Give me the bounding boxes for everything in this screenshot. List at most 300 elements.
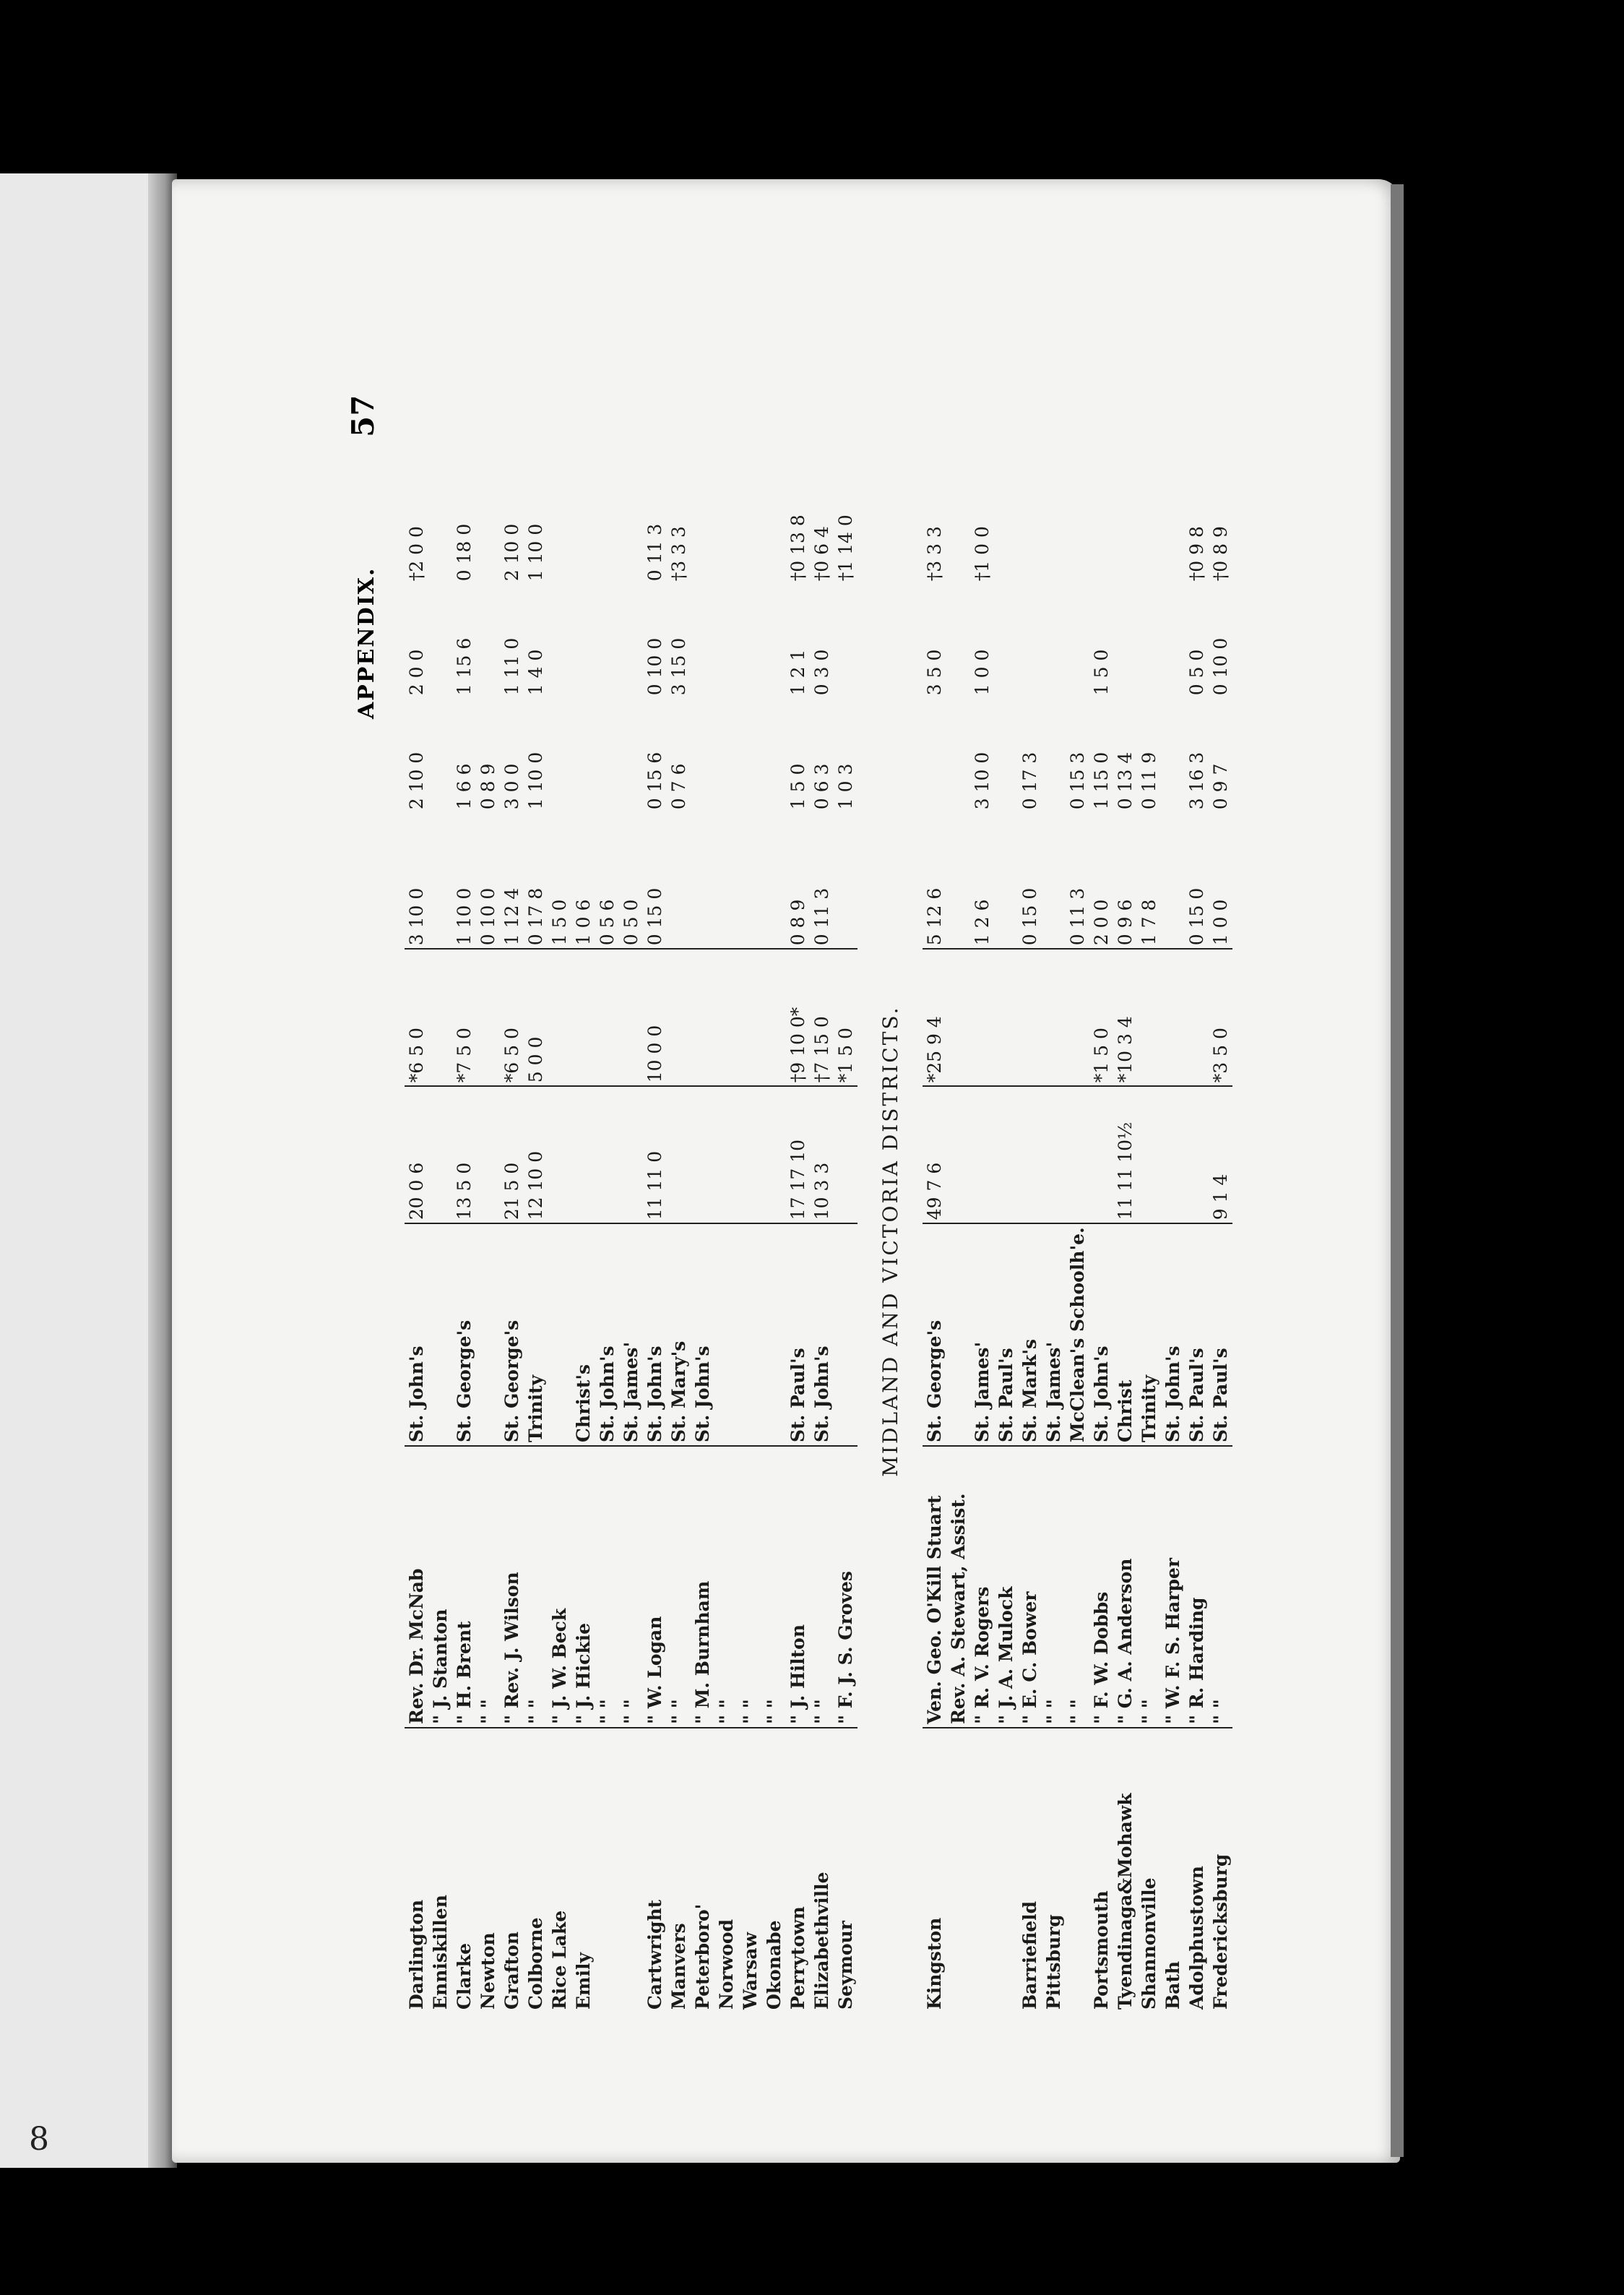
cell-church: St. George's: [500, 1223, 524, 1446]
cell-cler: Ven. Geo. O'Kill Stuart: [923, 1446, 946, 1728]
cell-c5: [571, 584, 595, 698]
cell-c5: [548, 584, 571, 698]
cell-c6: [714, 470, 738, 584]
cell-c5: 3 15 0: [668, 637, 689, 696]
cell-c6: †1 14 0: [835, 514, 856, 582]
cell-c5: [762, 584, 786, 698]
cell-c3: 3 10 0: [405, 812, 428, 949]
table-row: [1185, 470, 1209, 2012]
cell-c4: 1 15 0: [1091, 752, 1112, 810]
cell-c1: [428, 1086, 452, 1223]
table-row: [834, 470, 858, 2012]
cell-cler: " W. F. S. Harper: [1161, 1446, 1185, 1728]
page-number: 57: [345, 395, 381, 437]
cell-church: McClean's Schoolh'e.: [1066, 1223, 1089, 1446]
cell-c2: *6 5 0: [405, 949, 428, 1086]
cell-c3: 0 11 3: [1066, 812, 1089, 949]
cell-c2: [691, 949, 714, 1086]
cell-c5: 3 5 0: [924, 649, 945, 696]
table-row: [405, 470, 428, 2012]
cell-c1: 11 11 10½: [1113, 1086, 1137, 1223]
cell-c4: 0 17 3: [1019, 752, 1040, 810]
cell-c6: †1 0 0: [972, 526, 993, 582]
cell-c1: [1042, 1086, 1066, 1223]
cell-c4: [691, 698, 714, 812]
cell-c4: [738, 698, 762, 812]
cell-c5: [1161, 584, 1185, 698]
cell-c6: [1137, 470, 1161, 584]
cell-place: Shannonville: [1139, 1877, 1159, 2010]
table-row: [1137, 470, 1161, 2012]
cell-c6: †3 3 3: [668, 526, 689, 582]
cell-c5: [714, 584, 738, 698]
cell-c3: 0 5 6: [595, 812, 619, 949]
cell-c6: [1042, 470, 1066, 584]
cell-c4: 2 10 0: [406, 752, 427, 810]
cell-place: [595, 1728, 619, 2012]
cell-c2: [946, 949, 970, 1086]
cell-church: [548, 1223, 571, 1446]
cell-c2: [667, 949, 691, 1086]
cell-c6: 0 11 3: [644, 523, 665, 582]
cell-c5: [1018, 584, 1042, 698]
cell-c4: 0 15 6: [644, 752, 665, 810]
cell-cler: " J. Stanton: [428, 1446, 452, 1728]
cell-church: St. Paul's: [786, 1223, 810, 1446]
cell-place: Bath: [1162, 1960, 1183, 2010]
cell-c3: 1 12 4: [500, 812, 524, 949]
cell-c4: [548, 698, 571, 812]
cell-c6: [1089, 470, 1113, 584]
cell-c2: *7 5 0: [452, 949, 476, 1086]
cell-c2: [970, 949, 994, 1086]
cell-c3: 1 10 0: [452, 812, 476, 949]
cell-c6: [595, 470, 619, 584]
cell-c2: 10 0 0: [643, 949, 667, 1086]
cell-place: [946, 1728, 970, 2012]
cell-c2: *10 3 4: [1113, 949, 1137, 1086]
page-edge: [1391, 184, 1404, 2157]
cell-cler: " ": [667, 1446, 691, 1728]
cell-c1: 9 1 4: [1209, 1086, 1232, 1223]
cell-cler: " W. Logan: [643, 1446, 667, 1728]
cell-c2: [548, 949, 571, 1086]
cell-place: [994, 1728, 1018, 2012]
cell-c3: [946, 812, 970, 949]
table-row: [571, 470, 595, 2012]
cell-c5: 0 3 0: [811, 649, 832, 696]
cell-c2: [619, 949, 643, 1086]
cell-c2: *1 5 0: [834, 949, 858, 1086]
cell-c3: 0 5 0: [619, 812, 643, 949]
cell-c5: [1137, 584, 1161, 698]
cell-c4: [1161, 698, 1185, 812]
cell-church: Trinity: [524, 1223, 548, 1446]
cell-church: St. James': [1042, 1223, 1066, 1446]
cell-c2: [1137, 949, 1161, 1086]
cell-c5: [428, 584, 452, 698]
cell-c5: [738, 584, 762, 698]
cell-c5: [691, 584, 714, 698]
table-body-district-1: [405, 470, 858, 2012]
cell-c5: [476, 584, 500, 698]
cell-place: Newton: [478, 1932, 498, 2010]
cell-c2: [1042, 949, 1066, 1086]
cell-c2: †7 15 0: [810, 949, 834, 1086]
cell-c4: 0 7 6: [668, 763, 689, 810]
cell-c6: [994, 470, 1018, 584]
cell-place: Emily: [573, 1952, 594, 2010]
cell-c2: [738, 949, 762, 1086]
cell-c4: [994, 698, 1018, 812]
cell-c2: *6 5 0: [500, 949, 524, 1086]
cell-c1: [1018, 1086, 1042, 1223]
section-title: MIDLAND AND VICTORIA DISTRICTS.: [878, 1005, 902, 1477]
cell-c1: [714, 1086, 738, 1223]
cell-cler: " R. V. Rogers: [970, 1446, 994, 1728]
cell-c1: 13 5 0: [452, 1086, 476, 1223]
cell-c4: 3 10 0: [972, 752, 993, 810]
cell-place: [619, 1728, 643, 2012]
table-row: [691, 470, 714, 2012]
cell-c1: [970, 1086, 994, 1223]
cell-c3: 1 0 6: [571, 812, 595, 949]
cell-c1: 21 5 0: [500, 1086, 524, 1223]
cell-c5: 1 0 0: [972, 649, 993, 696]
cell-church: St. Paul's: [1209, 1223, 1232, 1446]
cell-c4: [714, 698, 738, 812]
cell-church: St. George's: [923, 1223, 946, 1446]
table-row: [428, 470, 452, 2012]
cell-c4: 0 6 3: [811, 763, 832, 810]
cell-c4: 1 6 6: [454, 763, 475, 810]
cell-c1: 49 7 6: [923, 1086, 946, 1223]
cell-c1: [667, 1086, 691, 1223]
cell-c4: 3 0 0: [501, 763, 522, 810]
table-row: [738, 470, 762, 2012]
cell-c4: [619, 698, 643, 812]
cell-c5: [595, 584, 619, 698]
appendix-table: [405, 470, 1232, 2012]
cell-c6: †0 8 9: [1210, 526, 1231, 582]
cell-place: Manvers: [668, 1923, 689, 2010]
cell-church: St. Mary's: [667, 1223, 691, 1446]
cell-c1: [1137, 1086, 1161, 1223]
cell-c2: [1161, 949, 1185, 1086]
cell-c3: 1 0 0: [1209, 812, 1232, 949]
table-row: [762, 470, 786, 2012]
cell-cler: " E. C. Bower: [1018, 1446, 1042, 1728]
cell-c5: 2 0 0: [406, 649, 427, 696]
section-title-row: [858, 470, 923, 2012]
cell-c2: [762, 949, 786, 1086]
cell-c1: [946, 1086, 970, 1223]
cell-c3: [834, 812, 858, 949]
cell-c4: 0 15 3: [1067, 752, 1088, 810]
cell-church: [738, 1223, 762, 1446]
table-row: [476, 470, 500, 2012]
cell-c2: [1018, 949, 1042, 1086]
cell-c3: 0 15 0: [1018, 812, 1042, 949]
cell-cler: " ": [738, 1446, 762, 1728]
cell-c4: [595, 698, 619, 812]
cell-c2: [1066, 949, 1089, 1086]
cell-cler: " J. A. Mulock: [994, 1446, 1018, 1728]
table-row: [714, 470, 738, 2012]
cell-place: Colborne: [525, 1917, 546, 2010]
table-row: [595, 470, 619, 2012]
table-row: [1209, 470, 1232, 2012]
cell-cler: " Rev. J. Wilson: [500, 1446, 524, 1728]
cell-church: St. John's: [595, 1223, 619, 1446]
cell-c5: 1 5 0: [1091, 649, 1112, 696]
cell-c1: [548, 1086, 571, 1223]
cell-cler: " ": [524, 1446, 548, 1728]
cell-c6: [619, 470, 643, 584]
cell-place: Grafton: [501, 1932, 522, 2010]
cell-c4: 0 8 9: [478, 763, 498, 810]
cell-c1: [595, 1086, 619, 1223]
cell-c6: †2 0 0: [406, 526, 427, 582]
cell-c1: 10 3 3: [810, 1086, 834, 1223]
table-row: [548, 470, 571, 2012]
cell-c3: [762, 812, 786, 949]
cell-c6: 2 10 0: [501, 523, 522, 582]
cell-place: Warsaw: [740, 1932, 761, 2010]
cell-c4: [428, 698, 452, 812]
cell-c4: [1042, 698, 1066, 812]
cell-c5: 1 4 0: [525, 649, 546, 696]
table-body-midland-victoria: [923, 470, 1232, 2012]
cell-cler: " ": [810, 1446, 834, 1728]
table-row: [923, 470, 946, 2012]
cell-c6: [571, 470, 595, 584]
table-row: [1018, 470, 1042, 2012]
cell-c3: 0 8 9: [786, 812, 810, 949]
cell-c3: 0 15 0: [643, 812, 667, 949]
cell-c5: [1113, 584, 1137, 698]
table-row: [500, 470, 524, 2012]
cell-c1: [571, 1086, 595, 1223]
table-row: [810, 470, 834, 2012]
cell-place: [970, 1728, 994, 2012]
cell-c6: [1018, 470, 1042, 584]
table-row: [1066, 470, 1089, 2012]
cell-c5: [834, 584, 858, 698]
cell-church: St. John's: [1161, 1223, 1185, 1446]
cell-place: Enniskillen: [430, 1895, 451, 2010]
cell-c3: [691, 812, 714, 949]
cell-c6: 0 18 0: [454, 523, 475, 582]
cell-c5: 0 10 0: [1210, 637, 1231, 696]
cell-cler: " ": [714, 1446, 738, 1728]
table-row: [643, 470, 667, 2012]
cell-c3: [714, 812, 738, 949]
cell-c5: 0 5 0: [1186, 649, 1207, 696]
cell-cler: " F. W. Dobbs: [1089, 1446, 1113, 1728]
cell-c1: 11 11 0: [643, 1086, 667, 1223]
cell-c1: 12 10 0: [524, 1086, 548, 1223]
cell-cler: Rev. A. Stewart, Assist.: [946, 1446, 970, 1728]
cell-c6: [691, 470, 714, 584]
cell-c5: [1066, 584, 1089, 698]
cell-c5: [994, 584, 1018, 698]
cell-c6: 1 10 0: [525, 523, 546, 582]
cell-c1: [1066, 1086, 1089, 1223]
cell-c3: 0 10 0: [476, 812, 500, 949]
cell-church: St. John's: [643, 1223, 667, 1446]
cell-place: Perrytown: [787, 1906, 808, 2010]
cell-cler: " ": [476, 1446, 500, 1728]
cell-c1: [476, 1086, 500, 1223]
cell-c4: 0 13 4: [1115, 752, 1136, 810]
cell-c1: [834, 1086, 858, 1223]
left-page-mark: 8: [29, 2121, 49, 2158]
cell-c4: [946, 698, 970, 812]
cell-cler: " ": [1042, 1446, 1066, 1728]
cell-c3: 0 9 6: [1113, 812, 1137, 949]
cell-c3: 2 0 0: [1089, 812, 1113, 949]
cell-c6: [738, 470, 762, 584]
cell-c3: 0 17 8: [524, 812, 548, 949]
cell-place: [1066, 1728, 1089, 2012]
rotated-page-content: [345, 350, 1336, 2012]
cell-c1: [762, 1086, 786, 1223]
cell-church: [946, 1223, 970, 1446]
cell-c5: 1 11 0: [501, 637, 522, 696]
cell-place: Adolphustown: [1186, 1866, 1207, 2010]
cell-church: St. Paul's: [994, 1223, 1018, 1446]
cell-c4: 1 10 0: [525, 752, 546, 810]
cell-c4: [571, 698, 595, 812]
cell-c6: [1066, 470, 1089, 584]
table-row: [1113, 470, 1137, 2012]
cell-c2: [1185, 949, 1209, 1086]
cell-cler: " H. Brent: [452, 1446, 476, 1728]
cell-place: Pittsburg: [1043, 1914, 1064, 2010]
table-row: [667, 470, 691, 2012]
cell-c2: [994, 949, 1018, 1086]
cell-church: [714, 1223, 738, 1446]
cell-c1: [994, 1086, 1018, 1223]
cell-c4: 0 9 7: [1210, 763, 1231, 810]
cell-place: Rice Lake: [549, 1910, 570, 2010]
cell-c2: [595, 949, 619, 1086]
cell-c3: 1 2 6: [970, 812, 994, 949]
cell-c2: [571, 949, 595, 1086]
cell-church: St. Paul's: [1185, 1223, 1209, 1446]
cell-c4: 1 5 0: [787, 763, 808, 810]
cell-place: Fredericksburg: [1210, 1853, 1231, 2010]
cell-church: St. George's: [452, 1223, 476, 1446]
cell-c2: *1 5 0: [1089, 949, 1113, 1086]
cell-cler: " ": [1209, 1446, 1232, 1728]
cell-place: Portsmouth: [1091, 1890, 1112, 2010]
table-row: [1161, 470, 1185, 2012]
cell-place: Clarke: [454, 1943, 475, 2010]
cell-c5: 0 10 0: [644, 637, 665, 696]
cell-c6: [1113, 470, 1137, 584]
cell-c2: *25 9 4: [923, 949, 946, 1086]
cell-c4: 3 16 3: [1186, 752, 1207, 810]
cell-c5: [619, 584, 643, 698]
cell-c1: [619, 1086, 643, 1223]
cell-c3: [994, 812, 1018, 949]
table-row: [1042, 470, 1066, 2012]
cell-cler: " J. W. Beck: [548, 1446, 571, 1728]
cell-place: Cartwright: [644, 1899, 665, 2010]
cell-c6: [1161, 470, 1185, 584]
cell-c3: 5 12 6: [923, 812, 946, 949]
cell-place: Norwood: [716, 1919, 737, 2010]
cell-c2: [428, 949, 452, 1086]
cell-c1: [738, 1086, 762, 1223]
cell-church: St. John's: [810, 1223, 834, 1446]
cell-c6: [946, 470, 970, 584]
running-header: APPENDIX.: [354, 567, 379, 719]
cell-cler: " ": [595, 1446, 619, 1728]
cell-place: Peterboro': [692, 1903, 713, 2010]
cell-church: St. John's: [405, 1223, 428, 1446]
cell-cler: Rev. Dr. McNab: [405, 1446, 428, 1728]
cell-c2: *3 5 0: [1209, 949, 1232, 1086]
cell-place: Kingston: [924, 1917, 945, 2010]
cell-c6: [476, 470, 500, 584]
cell-church: [834, 1223, 858, 1446]
cell-place: Tyendinaga&Mohawk: [1115, 1793, 1136, 2010]
cell-c6: [548, 470, 571, 584]
cell-c5: 1 2 1: [787, 649, 808, 696]
cell-church: St. James': [970, 1223, 994, 1446]
cell-c4: 0 11 9: [1139, 752, 1159, 810]
cell-cler: " ": [619, 1446, 643, 1728]
cell-cler: " F. J. S. Groves: [834, 1446, 858, 1728]
cell-c4: 1 0 3: [835, 763, 856, 810]
cell-c2: [476, 949, 500, 1086]
cell-c4: [923, 698, 946, 812]
cell-cler: " R. Harding: [1185, 1446, 1209, 1728]
cell-c1: 20 0 6: [405, 1086, 428, 1223]
table-row: [994, 470, 1018, 2012]
cell-c4: [762, 698, 786, 812]
cell-c1: [691, 1086, 714, 1223]
cell-c3: 0 15 0: [1185, 812, 1209, 949]
cell-place: Barriefield: [1019, 1900, 1040, 2010]
cell-place: Seymour: [835, 1921, 856, 2010]
cell-c1: 17 17 10: [786, 1086, 810, 1223]
cell-cler: " ": [1137, 1446, 1161, 1728]
cell-church: St. James': [619, 1223, 643, 1446]
cell-cler: " ": [762, 1446, 786, 1728]
cell-c3: [1042, 812, 1066, 949]
cell-c1: [1161, 1086, 1185, 1223]
cell-cler: " G. A. Anderson: [1113, 1446, 1137, 1728]
cell-c1: [1185, 1086, 1209, 1223]
cell-church: Trinity: [1137, 1223, 1161, 1446]
left-page: [0, 173, 167, 2168]
cell-c3: 1 5 0: [548, 812, 571, 949]
table-row: [946, 470, 970, 2012]
cell-c5: [946, 584, 970, 698]
table-row: [1089, 470, 1113, 2012]
cell-c3: 1 7 8: [1137, 812, 1161, 949]
cell-c5: [1042, 584, 1066, 698]
table-row: [970, 470, 994, 2012]
table-row: [786, 470, 810, 2012]
cell-c6: †3 3 3: [924, 526, 945, 582]
cell-church: [762, 1223, 786, 1446]
cell-c3: [667, 812, 691, 949]
